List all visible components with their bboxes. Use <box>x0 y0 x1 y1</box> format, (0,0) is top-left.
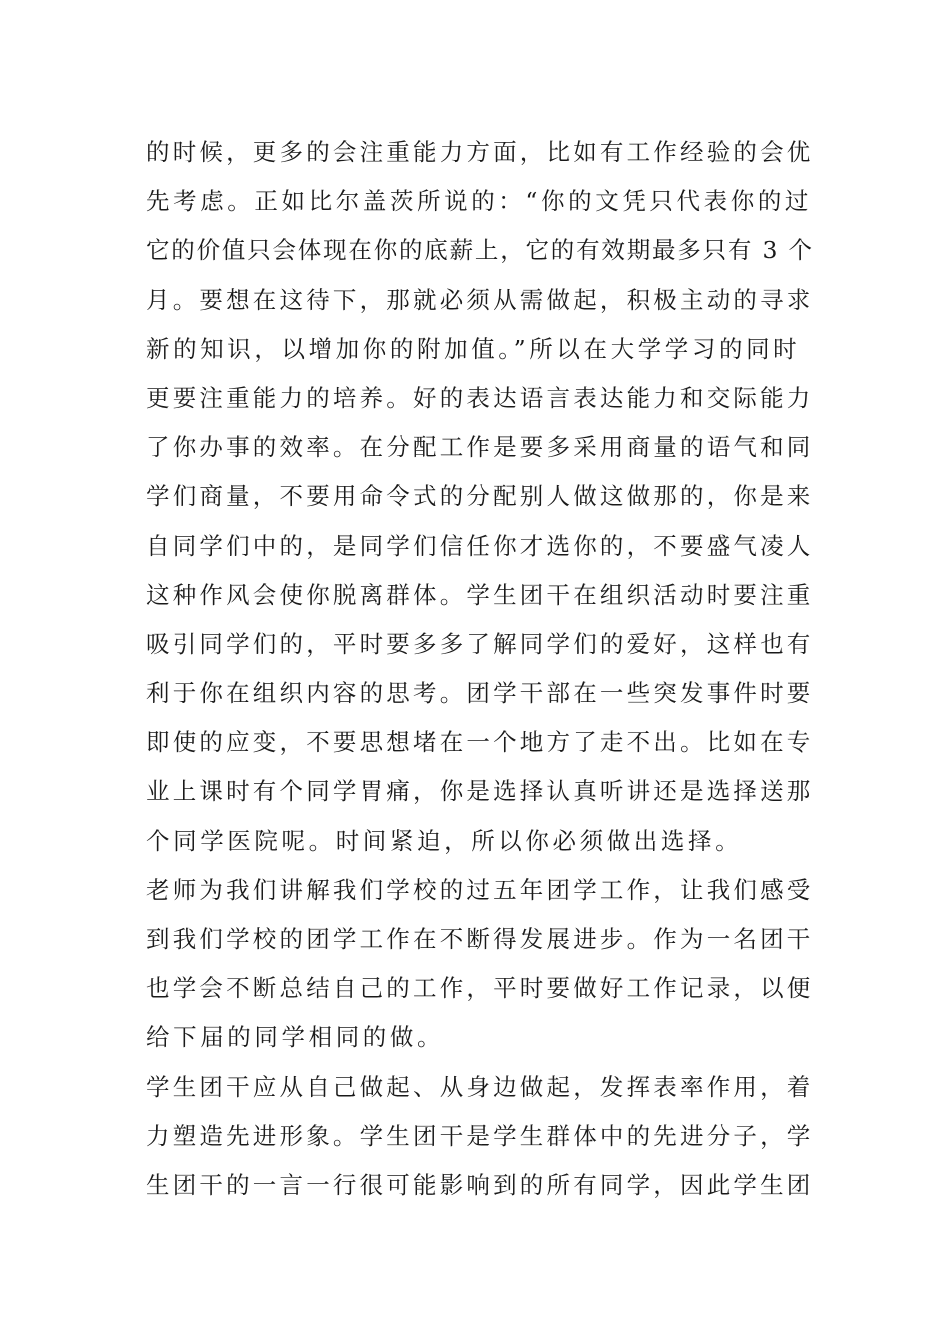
document-body <box>146 128 816 1210</box>
text-line: 个同学医院呢。时间紧迫，所以你必须做出选择。 <box>146 826 743 855</box>
text-line: 先考虑。正如比尔盖茨所说的：“你的文凭只代表你的过 <box>146 187 813 216</box>
text-line: 也学会不断总结自己的工作，平时要做好工作记录，以便 <box>146 974 814 1003</box>
text-line: 力塑造先进形象。学生团干是学生群体中的先进分子，学 <box>146 1121 814 1150</box>
text-line: 更要注重能力的培养。好的表达语言表达能力和交际能力 <box>146 383 814 412</box>
text-line: 吸引同学们的，平时要多多了解同学们的爱好，这样也有 <box>146 629 814 658</box>
text-line: 老师为我们讲解我们学校的过五年团学工作，让我们感受 <box>146 875 814 904</box>
text-line: 给下届的同学相同的做。 <box>146 1023 445 1052</box>
text-line: 到我们学校的团学工作在不断得发展进步。作为一名团干 <box>146 925 814 953</box>
text-line: 月。要想在这待下，那就必须从需做起，积极主动的寻求 <box>146 285 814 314</box>
text-line: 利于你在组织内容的思考。团学干部在一些突发事件时要 <box>146 679 814 708</box>
text-line: 学生团干应从自己做起、从身边做起，发挥表率作用，着 <box>146 1072 814 1101</box>
text-line: 自同学们中的，是同学们信任你才选你的，不要盛气凌人 <box>146 531 814 560</box>
text-line: 它的价值只会体现在你的底薪上，它的有效期最多只有 3 个 <box>146 236 814 265</box>
text-line: 生团干的一言一行很可能影响到的所有同学，因此学生团 <box>146 1170 814 1199</box>
text-line: 即使的应变，不要思想堵在一个地方了走不出。比如在专 <box>146 728 814 757</box>
text-line: 这种作风会使你脱离群体。学生团干在组织活动时要注重 <box>146 580 814 609</box>
text-line: 新的知识，以增加你的附加值。”所以在大学学习的同时 <box>146 334 801 363</box>
text-line: 的时候，更多的会注重能力方面，比如有工作经验的会优 <box>146 138 814 166</box>
text-line: 了你办事的效率。在分配工作是要多采用商量的语气和同 <box>146 433 814 462</box>
text-line: 业上课时有个同学胃痛，你是选择认真听讲还是选择送那 <box>146 777 814 806</box>
text-line: 学们商量，不要用命令式的分配别人做这做那的，你是来 <box>146 482 814 511</box>
